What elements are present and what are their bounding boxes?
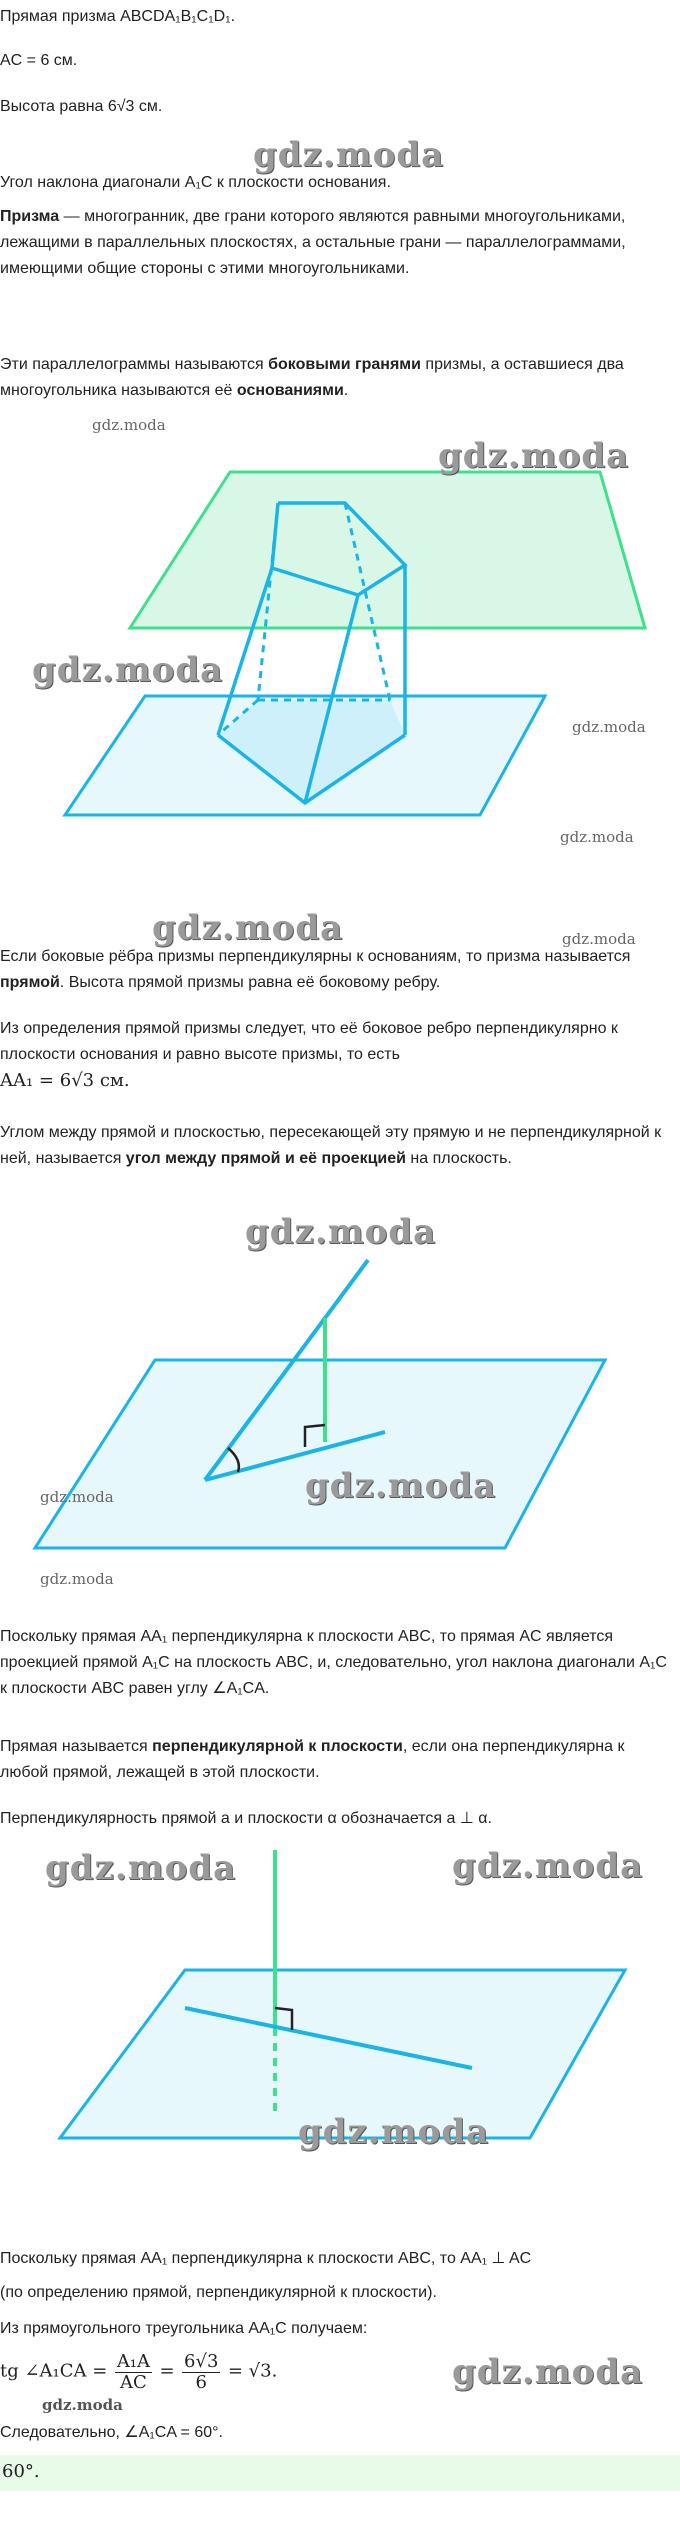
watermark: gdz.moda xyxy=(438,436,630,476)
watermark: gdz.moda xyxy=(305,1466,497,1506)
projection-text: Поскольку прямая AA₁ перпендикулярна к плоскости ABC, то прямая AC является проекцией прямой A₁C на плоскость ABC, и, следовательно, угол наклона диагонали A₁C к плоскости ABC равен углу ∠A₁CA. xyxy=(0,1628,667,1697)
watermark: gdz.moda xyxy=(253,135,445,175)
conclusion-line-4: Следовательно, ∠A₁CA = 60°. xyxy=(0,2424,223,2441)
given-line-2: AC = 6 см. xyxy=(0,52,78,69)
edge-formula: AA₁ = 6√3 см. xyxy=(0,1070,130,1091)
tg-right: = √3. xyxy=(227,2360,278,2382)
prism-figure xyxy=(0,430,680,850)
watermark-small: gdz.moda xyxy=(42,2396,123,2414)
answer-box xyxy=(0,2455,680,2491)
watermark: gdz.moda xyxy=(152,908,344,948)
faces-pre: Эти параллелограммы называются xyxy=(0,356,269,373)
right-prism-post: . Высота прямой призмы равна её боковому ребру. xyxy=(59,974,441,991)
perp-post: , если она перпендикулярна к любой прямой, лежащей в этой плоскости. xyxy=(0,1738,625,1781)
watermark-small: gdz.moda xyxy=(40,1488,114,1506)
fraction-2-num: 6√3 xyxy=(184,2351,219,2372)
conclusion-line-1: Поскольку прямая AA₁ перпендикулярна к плоскости ABC, то AA₁ ⊥ AC xyxy=(0,2250,532,2267)
watermark-small: gdz.moda xyxy=(92,416,166,434)
faces-mid: призмы, а оставшиеся два многоугольника называются её xyxy=(0,356,624,399)
term-perpendicular-plane: перпендикулярной к плоскости xyxy=(152,1738,403,1755)
watermark: gdz.moda xyxy=(452,1846,644,1886)
angle-pre: Углом между прямой и плоскостью, пересекающей эту прямую и не перпендикулярной к ней, называется xyxy=(0,1124,662,1167)
perpendicular-figure xyxy=(0,1850,680,2150)
term-right: прямой xyxy=(0,974,60,991)
watermark: gdz.moda xyxy=(45,1848,237,1888)
given-line-4: Угол наклона диагонали A₁C к плоскости основания. xyxy=(0,174,391,191)
conclusion-line-3: Из прямоугольного треугольника AA₁C получаем: xyxy=(0,2320,368,2337)
term-angle-projection: угол между прямой и её проекцией xyxy=(125,1150,406,1167)
given-line-3: Высота равна 6√3 см. xyxy=(0,98,163,115)
tg-left: tg ∠A₁CA = xyxy=(0,2360,108,2382)
watermark: gdz.moda xyxy=(245,1212,437,1252)
top-plane xyxy=(130,472,645,628)
watermark: gdz.moda xyxy=(298,2112,490,2152)
right-prism-pre: Если боковые рёбра призмы перпендикулярны к основаниям, то призма называется xyxy=(0,948,631,965)
tangent-formula: tg ∠A₁CA = $\frac{\text{A₁A}}{AC}$ = $\frac{6√3}{6}$ = √3. xyxy=(0,2351,278,2393)
perp-pre: Прямая называется xyxy=(0,1738,153,1755)
plane xyxy=(35,1360,605,1548)
prism-definition-text: — многогранник, две грани которого являются равными многоугольниками, лежащими в параллельных плоскостях, а остальные грани — параллелограммами, имеющими общие стороны с этими многоугольниками. xyxy=(0,208,626,277)
faces-post: . xyxy=(343,382,349,399)
fraction-1-den: AC xyxy=(120,2372,147,2393)
watermark: gdz.moda xyxy=(32,650,224,690)
given-line-1: Прямая призма ABCDA₁B₁C₁D₁. xyxy=(0,8,236,25)
watermark-small: gdz.moda xyxy=(560,828,634,846)
watermark-small: gdz.moda xyxy=(572,718,646,736)
fraction-1-num: A₁A xyxy=(116,2351,151,2372)
consequence-body: Из определения прямой призмы следует, что её боковое ребро перпендикулярно к плоскости основания и равно высоте призмы, то есть xyxy=(0,1020,618,1063)
consequence-text xyxy=(0,1016,676,1095)
term-prism: Призма xyxy=(0,208,60,225)
faces-definition xyxy=(0,352,676,404)
fraction-2-den: 6 xyxy=(195,2372,207,2393)
prism-definition xyxy=(0,204,676,282)
right-prism-definition xyxy=(0,944,676,996)
watermark: gdz.moda xyxy=(452,2352,644,2392)
fraction-2 xyxy=(182,2352,220,2393)
perp-notation: Перпендикулярность прямой a и плоскости α обозначается a ⊥ α. xyxy=(0,1810,492,1827)
watermark-small: gdz.moda xyxy=(40,1570,114,1588)
perp-definition xyxy=(0,1734,676,1786)
watermark-small: gdz.moda xyxy=(562,930,636,948)
answer-value: 60°. xyxy=(2,2461,40,2482)
fraction-1 xyxy=(115,2352,152,2393)
term-bases: основаниями xyxy=(236,382,344,399)
term-lateral-faces: боковыми гранями xyxy=(268,356,421,373)
conclusion-line-2: (по определению прямой, перпендикулярной к плоскости). xyxy=(0,2284,437,2301)
angle-post: на плоскость. xyxy=(405,1150,512,1167)
angle-definition xyxy=(0,1120,676,1172)
